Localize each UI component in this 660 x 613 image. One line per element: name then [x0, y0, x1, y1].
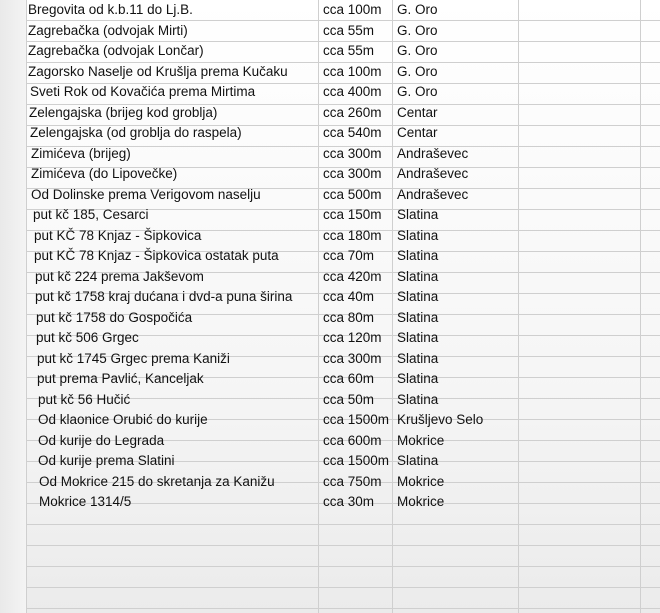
- cell-length[interactable]: cca 55m: [323, 22, 375, 38]
- cell-road-name[interactable]: Od Dolinske prema Verigovom naselju: [31, 186, 261, 202]
- cell-length[interactable]: cca 120m: [323, 330, 382, 345]
- cell-road-name[interactable]: Od kurije do Legrada: [38, 432, 165, 448]
- cell-area[interactable]: Centar: [397, 104, 438, 120]
- cell-length[interactable]: cca 40m: [323, 289, 375, 304]
- cell-area[interactable]: Mokrice: [397, 473, 445, 489]
- table-row[interactable]: [0, 21, 660, 42]
- cell-length[interactable]: cca 1500m: [323, 453, 390, 468]
- cell-length[interactable]: cca 80m: [323, 309, 375, 325]
- cell-area[interactable]: Slatina: [397, 391, 439, 407]
- cell-length[interactable]: cca 180m: [323, 227, 382, 243]
- table-row[interactable]: [0, 451, 660, 472]
- cell-area[interactable]: G. Oro: [397, 84, 438, 99]
- cell-area[interactable]: G. Oro: [397, 63, 438, 79]
- cell-area[interactable]: Slatina: [397, 268, 439, 284]
- cell-length[interactable]: cca 70m: [323, 248, 375, 263]
- cell-road-name[interactable]: Zagrebačka (odvojak Lončar): [28, 43, 204, 58]
- cell-length[interactable]: cca 60m: [323, 371, 375, 386]
- cell-area[interactable]: Krušljevo Selo: [397, 412, 484, 427]
- table-row[interactable]: [0, 82, 660, 103]
- table-row[interactable]: [0, 62, 660, 83]
- cell-area[interactable]: Slatina: [397, 207, 439, 222]
- table-row[interactable]: [0, 390, 660, 411]
- cell-road-name[interactable]: Zagorsko Naselje od Krušlja prema Kučaku: [28, 63, 288, 79]
- cell-length[interactable]: cca 260m: [323, 104, 382, 120]
- cell-road-name[interactable]: Zimićeva (brijeg): [31, 145, 131, 161]
- cell-length[interactable]: cca 400m: [323, 84, 382, 99]
- cell-length[interactable]: cca 100m: [323, 63, 382, 79]
- table-row[interactable]: [0, 185, 660, 206]
- cell-road-name[interactable]: put KČ 78 Knjaz - Šipkovica: [34, 227, 202, 243]
- cell-length[interactable]: cca 600m: [323, 432, 382, 448]
- cell-area[interactable]: Slatina: [397, 371, 439, 386]
- cell-road-name[interactable]: Od klaonice Orubić do kurije: [38, 412, 208, 427]
- table-row[interactable]: [0, 41, 660, 62]
- table-row[interactable]: [0, 349, 660, 370]
- table-row[interactable]: [0, 410, 660, 431]
- cell-area[interactable]: Andraševec: [397, 166, 469, 181]
- cell-road-name[interactable]: Zimićeva (do Lipovečke): [31, 166, 178, 181]
- table-row[interactable]: [0, 308, 660, 329]
- cell-length[interactable]: cca 300m: [323, 350, 382, 366]
- cell-road-name[interactable]: put kč 506 Grgec: [36, 330, 139, 345]
- cell-road-name[interactable]: put kč 1745 Grgec prema Kaniži: [37, 350, 230, 366]
- cell-road-name[interactable]: put kč 1758 do Gospočića: [36, 309, 193, 325]
- table-row[interactable]: [0, 431, 660, 452]
- cell-length[interactable]: cca 30m: [323, 494, 375, 509]
- cell-road-name[interactable]: Zelengajska (od groblja do raspela): [30, 125, 242, 140]
- cell-area[interactable]: Slatina: [397, 289, 439, 304]
- table-row[interactable]: [0, 144, 660, 165]
- cell-length[interactable]: cca 50m: [323, 391, 375, 407]
- cell-length[interactable]: cca 300m: [323, 166, 382, 181]
- table-row[interactable]: [0, 103, 660, 124]
- cell-area[interactable]: Andraševec: [397, 186, 469, 202]
- cell-road-name[interactable]: Zelengajska (brijeg kod groblja): [29, 104, 218, 120]
- cell-length[interactable]: cca 100m: [323, 2, 382, 17]
- cell-length[interactable]: cca 1500m: [323, 412, 390, 427]
- cell-length[interactable]: cca 500m: [323, 186, 382, 202]
- cell-road-name[interactable]: Od kurije prema Slatini: [38, 453, 175, 468]
- table-row[interactable]: [0, 123, 660, 144]
- cell-length[interactable]: cca 540m: [323, 125, 382, 140]
- cell-road-name[interactable]: Sveti Rok od Kovačića prema Mirtima: [30, 84, 256, 99]
- cell-road-name[interactable]: Od Mokrice 215 do skretanja za Kanižu: [39, 473, 275, 489]
- table-row[interactable]: [0, 0, 660, 21]
- cell-road-name[interactable]: put kč 1758 kraj dućana i dvd-a puna širina: [35, 289, 293, 304]
- cell-road-name[interactable]: Zagrebačka (odvojak Mirti): [28, 22, 188, 38]
- cell-area[interactable]: Slatina: [397, 330, 439, 345]
- table-row[interactable]: [0, 287, 660, 308]
- cell-area[interactable]: Slatina: [397, 248, 439, 263]
- table-row[interactable]: [0, 164, 660, 185]
- cell-area[interactable]: Slatina: [397, 453, 439, 468]
- cell-area[interactable]: G. Oro: [397, 2, 438, 17]
- cell-area[interactable]: G. Oro: [397, 43, 438, 58]
- cell-road-name[interactable]: Bregovita od k.b.11 do Lj.B.: [28, 2, 193, 17]
- cell-area[interactable]: G. Oro: [397, 22, 438, 38]
- cell-area[interactable]: Slatina: [397, 350, 439, 366]
- cell-area[interactable]: Andraševec: [397, 145, 469, 161]
- cell-length[interactable]: cca 750m: [323, 473, 382, 489]
- table-row[interactable]: [0, 369, 660, 390]
- table-row[interactable]: [0, 205, 660, 226]
- table-row[interactable]: [0, 472, 660, 493]
- cell-length[interactable]: cca 420m: [323, 268, 382, 284]
- table-row[interactable]: [0, 492, 660, 513]
- cell-road-name[interactable]: put prema Pavlić, Kanceljak: [37, 371, 204, 386]
- table-row[interactable]: [0, 246, 660, 267]
- table-row[interactable]: [0, 267, 660, 288]
- table-row[interactable]: [0, 226, 660, 247]
- cell-road-name[interactable]: put KČ 78 Knjaz - Šipkovica ostatak puta: [34, 248, 279, 263]
- cell-road-name[interactable]: put kč 224 prema Jakševom: [35, 268, 204, 284]
- cell-length[interactable]: cca 55m: [323, 43, 375, 58]
- table-row[interactable]: [0, 328, 660, 349]
- cell-area[interactable]: Mokrice: [397, 432, 445, 448]
- cell-length[interactable]: cca 150m: [323, 207, 382, 222]
- cell-area[interactable]: Slatina: [397, 227, 439, 243]
- cell-road-name[interactable]: Mokrice 1314/5: [39, 494, 132, 509]
- cell-area[interactable]: Mokrice: [397, 494, 445, 509]
- cell-road-name[interactable]: put kč 185, Cesarci: [33, 207, 149, 222]
- cell-road-name[interactable]: put kč 56 Hučić: [38, 391, 131, 407]
- cell-area[interactable]: Slatina: [397, 309, 439, 325]
- cell-area[interactable]: Centar: [397, 125, 438, 140]
- cell-length[interactable]: cca 300m: [323, 145, 382, 161]
